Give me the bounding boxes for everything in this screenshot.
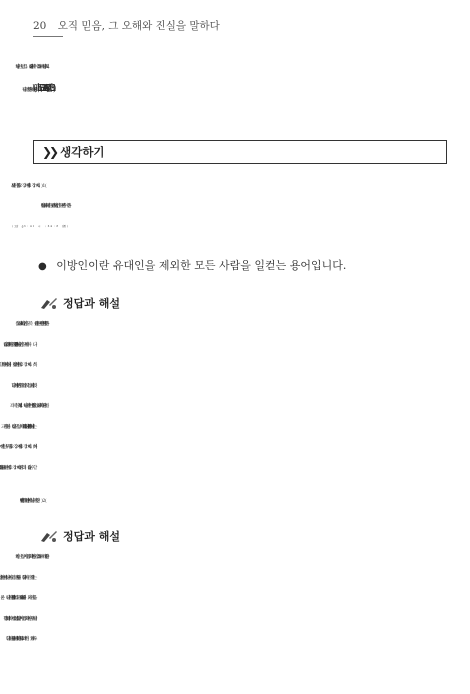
- bullet-note: [38, 257, 346, 273]
- intro-line: [33, 58, 445, 79]
- answer-label: 정답과 해설: [63, 530, 120, 543]
- answer-1: [33, 315, 445, 479]
- answer-line: [33, 397, 445, 418]
- answer-line: [33, 589, 445, 610]
- intro-line: [33, 79, 445, 102]
- answer-heading: [40, 295, 120, 311]
- book-title: 오직 믿음, 그 오해와 진실을 말하다: [57, 20, 220, 32]
- double-chevron-icon: ❯❯: [42, 145, 57, 159]
- header-rule: [33, 36, 63, 37]
- question-2: [45, 492, 445, 512]
- answer-2: [33, 548, 445, 651]
- section-title: 생각하기: [60, 145, 105, 159]
- answer-line: [33, 356, 445, 377]
- question-line: [45, 492, 445, 512]
- answer-line: [33, 438, 445, 459]
- answer-heading: [40, 528, 120, 544]
- question-reference: [45, 217, 445, 237]
- answer-label: 정답과 해설: [63, 297, 120, 310]
- section-header-box: [33, 140, 447, 164]
- answer-line: [33, 336, 445, 357]
- answer-line: [33, 630, 445, 651]
- question-1: [45, 177, 445, 237]
- answer-line: [33, 315, 445, 336]
- bullet-icon: ●: [38, 261, 47, 272]
- page-number: 20: [33, 20, 47, 32]
- answer-line: [33, 569, 445, 590]
- answer-line: [33, 377, 445, 398]
- question-line: [45, 177, 445, 197]
- answer-line: [33, 418, 445, 439]
- answer-line: [33, 610, 445, 631]
- bullet-text: 이방인이란 유대인을 제외한 모든 사람을 일컫는 용어입니다.: [56, 259, 347, 272]
- pencil-answer-icon: [40, 297, 58, 310]
- running-header: [33, 18, 220, 33]
- question-line: [45, 197, 445, 217]
- answer-line: [33, 548, 445, 569]
- pencil-answer-icon: [40, 530, 58, 543]
- intro-paragraph: [33, 58, 445, 101]
- answer-line: [33, 459, 445, 480]
- scripture-reference: (막 16:16; 요 3:16-18; 6:47; 행 16:31).: [33, 83, 51, 94]
